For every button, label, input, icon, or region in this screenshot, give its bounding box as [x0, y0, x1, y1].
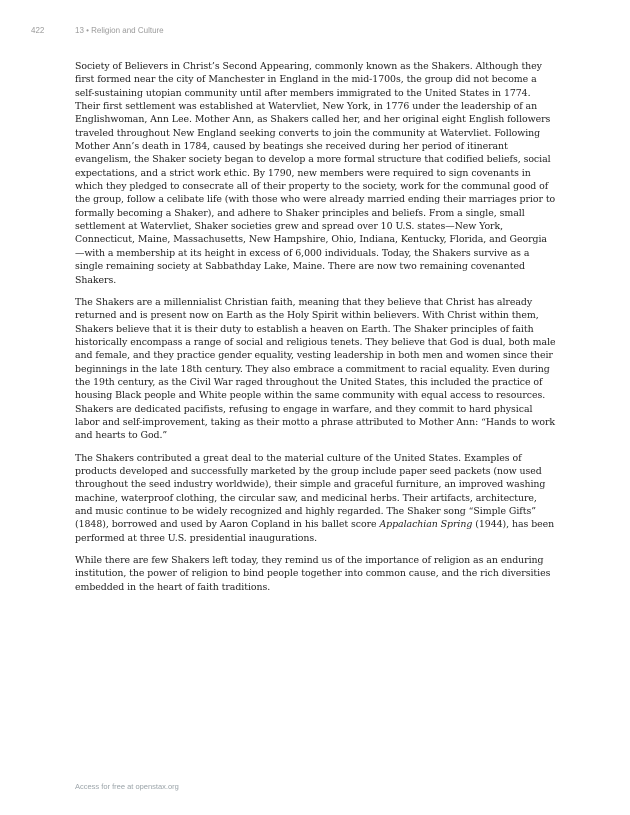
paragraph-1: Society of Believers in Christ’s Second Appearing, commonly known as the Shakers. Although they first formed near the city of Manchester in England in the mid-1700s, the group did not become a self-sustaining utopian community until after members immigrated to the United States in 1774. Their first settlement was established at Watervliet, New York, in 1776 under the leadership of an Englishwoman, Ann Lee. Mother Ann, as Shakers called her, and her original eight English followers traveled throughout New England seeking converts to join the community at Watervliet. Following Mother Ann’s death in 1784, caused by beatings she received during her period of itinerant evangelism, the Shaker society began to develop a more formal structure that codified beliefs, social expectations, and a strict work ethic. By 1790, new members were required to sign covenants in which they pledged to consecrate all of their property to the society, work for the communal good of the group, follow a celibate life (with those who were already married ending their marriages prior to formally becoming a Shaker), and adhere to Shaker principles and beliefs. From a single, small settlement at Watervliet, Shaker societies grew and spread over 10 U.S. states—New York, Connecticut, Maine, Massachusetts, New Hampshire, Ohio, Indiana, Kentucky, Florida, and Georgia—with a membership at its height in excess of 6,000 individuals. Today, the Shakers survive as a single remaining society at Sabbathday Lake, Maine. There are now two remaining covenanted Shakers.	[75, 61, 556, 286]
paragraph-3	[75, 452, 556, 545]
page-number: 422	[31, 26, 45, 35]
footer-link-text[interactable]: Access for free at openstax.org	[75, 782, 179, 791]
page-header	[31, 26, 599, 35]
work-title: Appalachian Spring	[379, 519, 473, 531]
chapter-title: 13 • Religion and Culture	[75, 26, 164, 35]
body-text	[75, 60, 556, 603]
page-footer	[75, 782, 179, 791]
paragraph-4: While there are few Shakers left today, they remind us of the importance of religion as an enduring institution, the power of religion to bind people together into common cause, and the rich diversities embedded in the heart of faith traditions.	[75, 555, 551, 593]
paragraph-3-before: The Shakers contributed a great deal to the material culture of the United States. Examples of products developed and successfully marketed by the group include paper seed packets (now used throughout the seed industry worldwide), their simple and graceful furniture, an improved washing machine, waterproof clothing, the circular saw, and medicinal herbs. Their artifacts, architecture, and music continue to be widely recognized and highly regarded. The Shaker song “Simple Gifts” (1848), borrowed and used by Aaron Copland in his ballet score	[75, 452, 546, 531]
paragraph-3-after: (1944), has been performed at three U.S. presidential inaugurations.	[75, 519, 555, 544]
paragraph-2: The Shakers are a millennialist Christian faith, meaning that they believe that Christ has already returned and is present now on Earth as the Holy Spirit within believers. With Christ within them, Shakers believe that it is their duty to establish a heaven on Earth. The Shaker principles of faith historically encompass a range of social and religious tenets. They believe that God is dual, both male and female, and they practice gender equality, vesting leadership in both men and women since their beginnings in the late 18th century. They also embrace a commitment to racial equality. Even during the 19th century, as the Civil War raged throughout the United States, this included the practice of housing Black people and White people within the same community with equal access to resources. Shakers are dedicated pacifists, refusing to engage in warfare, and they commit to hard physical labor and self-improvement, taking as their motto a phrase attributed to Mother Ann: “Hands to work and hearts to God.”	[75, 296, 556, 442]
